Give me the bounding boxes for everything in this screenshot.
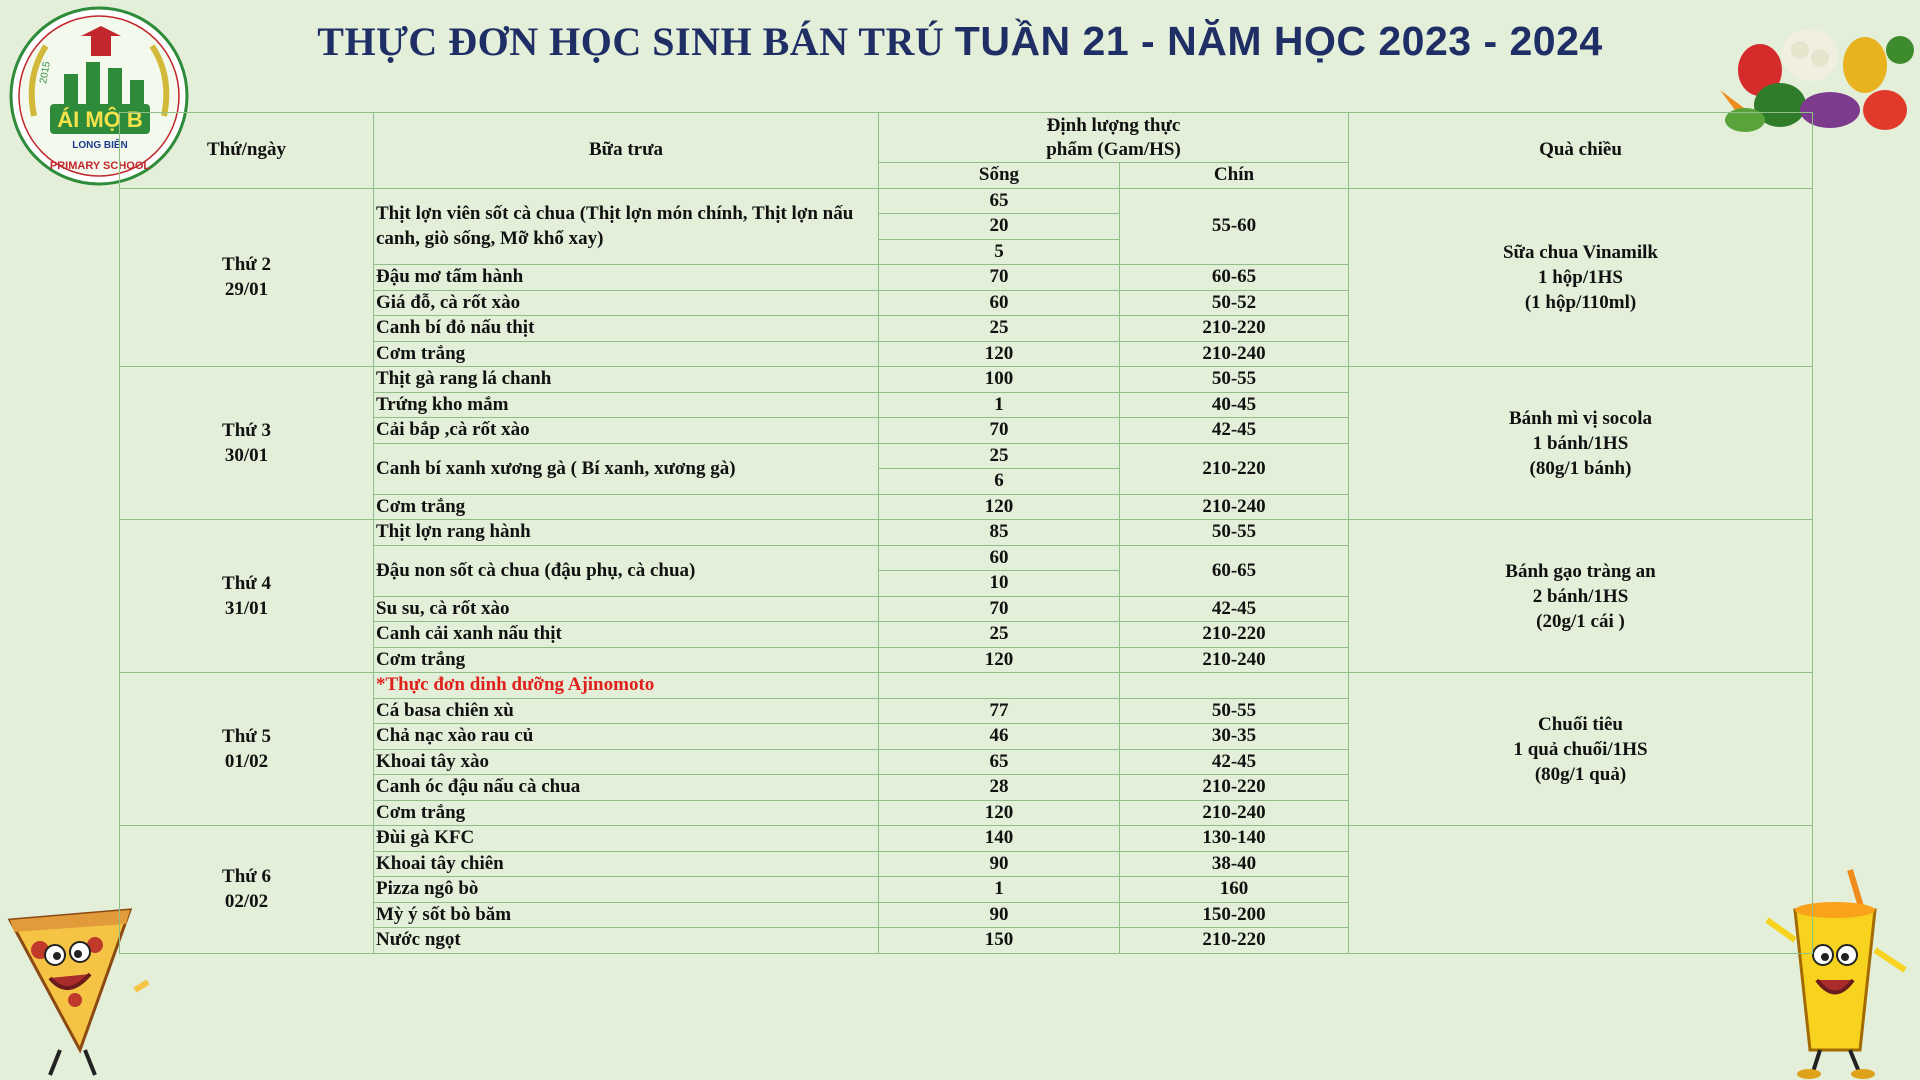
cooked-qty <box>1120 673 1349 699</box>
raw-qty: 60 <box>879 290 1120 316</box>
table-row <box>120 826 1813 852</box>
dish-name: Đậu non sốt cà chua (đậu phụ, cà chua) <box>374 545 879 596</box>
cooked-qty: 210-220 <box>1120 622 1349 648</box>
cooked-qty: 210-220 <box>1120 316 1349 342</box>
raw-qty: 65 <box>879 749 1120 775</box>
snack-line: 1 hộp/1HS <box>1537 266 1623 288</box>
raw-qty: 10 <box>879 571 1120 597</box>
raw-qty: 70 <box>879 418 1120 444</box>
day-name: Thứ 4 <box>222 573 271 594</box>
header-snack: Quà chiều <box>1349 113 1813 189</box>
cooked-qty: 210-240 <box>1120 494 1349 520</box>
dish-name: Pizza ngô bò <box>374 877 879 903</box>
dish-name: Cơm trắng <box>374 341 879 367</box>
cooked-qty: 50-55 <box>1120 520 1349 546</box>
dish-name: Canh bí xanh xương gà ( Bí xanh, xương gà) <box>374 443 879 494</box>
day-date: 30/01 <box>224 445 269 466</box>
menu-table <box>119 112 1813 954</box>
cooked-qty: 40-45 <box>1120 392 1349 418</box>
raw-qty: 150 <box>879 928 1120 954</box>
logo-year: 2015 <box>38 60 53 85</box>
day-date: 29/01 <box>224 279 269 301</box>
snack-line: (20g/1 cái ) <box>1536 610 1625 632</box>
snack-line: (1 hộp/110ml) <box>1524 291 1637 313</box>
dish-name: *Thực đơn dinh dưỡng Ajinomoto <box>374 673 879 699</box>
snack-line: (80g/1 bánh) <box>1529 457 1632 479</box>
header-day: Thứ/ngày <box>120 113 374 189</box>
snack-line: 2 bánh/1HS <box>1532 585 1629 607</box>
day-name: Thứ 3 <box>222 420 271 441</box>
dish-name: Thịt lợn rang hành <box>374 520 879 546</box>
cooked-qty: 210-220 <box>1120 443 1349 494</box>
cooked-qty: 210-240 <box>1120 341 1349 367</box>
snack-line: 1 bánh/1HS <box>1532 432 1629 454</box>
day-name: Thứ 6 <box>222 866 271 888</box>
table-row <box>120 673 1813 699</box>
day-date: 31/01 <box>224 598 269 619</box>
snack-cell <box>1349 520 1813 673</box>
dish-name: Đùi gà KFC <box>374 826 879 852</box>
snack-cell <box>1349 188 1813 367</box>
cooked-qty: 210-240 <box>1120 647 1349 673</box>
raw-qty: 90 <box>879 851 1120 877</box>
snack-cell <box>1349 673 1813 826</box>
raw-qty: 70 <box>879 596 1120 622</box>
cooked-qty: 210-220 <box>1120 928 1349 954</box>
dish-name: Trứng kho mắm <box>374 392 879 418</box>
dish-name: Thịt gà rang lá chanh <box>374 367 879 393</box>
day-cell <box>120 673 374 826</box>
cooked-qty: 130-140 <box>1120 826 1349 852</box>
dish-name: Giá đỗ, cà rốt xào <box>374 290 879 316</box>
day-name: Thứ 2 <box>222 254 271 276</box>
cooked-qty: 60-65 <box>1120 265 1349 291</box>
raw-qty: 1 <box>879 392 1120 418</box>
raw-qty: 5 <box>879 239 1120 265</box>
dish-name: Canh óc đậu nấu cà chua <box>374 775 879 801</box>
page-title <box>0 18 1920 65</box>
header-cooked: Chín <box>1120 163 1349 189</box>
table-row <box>120 367 1813 393</box>
cooked-qty: 210-220 <box>1120 775 1349 801</box>
table-row <box>120 520 1813 546</box>
raw-qty: 60 <box>879 545 1120 571</box>
raw-qty: 20 <box>879 214 1120 240</box>
raw-qty: 25 <box>879 443 1120 469</box>
raw-qty: 65 <box>879 188 1120 214</box>
raw-qty: 100 <box>879 367 1120 393</box>
cooked-qty: 50-55 <box>1120 367 1349 393</box>
dish-name: Canh bí đỏ nấu thịt <box>374 316 879 342</box>
snack-line: Chuối tiêu <box>1538 713 1623 735</box>
cooked-qty: 50-55 <box>1120 698 1349 724</box>
cooked-qty: 60-65 <box>1120 545 1349 596</box>
dish-name: Chả nạc xào rau củ <box>374 724 879 750</box>
day-cell <box>120 367 374 520</box>
day-cell <box>120 188 374 367</box>
header-quantity: Định lượng thực phẩm (Gam/HS) <box>879 113 1349 163</box>
dish-name: Nước ngọt <box>374 928 879 954</box>
dish-name: Cơm trắng <box>374 800 879 826</box>
title-part1: THỰC ĐƠN HỌC SINH BÁN TRÚ <box>317 19 945 64</box>
snack-cell <box>1349 367 1813 520</box>
day-date: 01/02 <box>224 751 269 772</box>
dish-name: Cải bắp ,cà rốt xào <box>374 418 879 444</box>
dish-name: Khoai tây xào <box>374 749 879 775</box>
dish-name: Cơm trắng <box>374 494 879 520</box>
dish-name: Cơm trắng <box>374 647 879 673</box>
snack-line: (80g/1 quả) <box>1534 763 1627 785</box>
logo-school: PRIMARY SCHOOL <box>49 160 151 172</box>
dish-name: Su su, cà rốt xào <box>374 596 879 622</box>
raw-qty: 85 <box>879 520 1120 546</box>
raw-qty: 46 <box>879 724 1120 750</box>
raw-qty: 77 <box>879 698 1120 724</box>
header-raw: Sống <box>879 163 1120 189</box>
snack-line: Bánh gạo tràng an <box>1505 560 1656 582</box>
title-part2: TUẦN 21 - NĂM HỌC 2023 - 2024 <box>954 18 1603 64</box>
snack-line: 1 quả chuối/1HS <box>1513 738 1648 760</box>
raw-qty: 70 <box>879 265 1120 291</box>
cooked-qty: 42-45 <box>1120 418 1349 444</box>
header-lunch: Bữa trưa <box>374 113 879 189</box>
cooked-qty: 42-45 <box>1120 596 1349 622</box>
cooked-qty: 55-60 <box>1120 188 1349 265</box>
raw-qty: 120 <box>879 800 1120 826</box>
table-row <box>120 188 1813 214</box>
dish-name: Đậu mơ tẩm hành <box>374 265 879 291</box>
raw-qty: 140 <box>879 826 1120 852</box>
day-cell <box>120 520 374 673</box>
cooked-qty: 150-200 <box>1120 902 1349 928</box>
cooked-qty: 210-240 <box>1120 800 1349 826</box>
raw-qty: 120 <box>879 647 1120 673</box>
day-date: 02/02 <box>224 891 269 913</box>
raw-qty: 25 <box>879 622 1120 648</box>
cooked-qty: 38-40 <box>1120 851 1349 877</box>
day-cell <box>120 826 374 954</box>
cooked-qty: 42-45 <box>1120 749 1349 775</box>
dish-name: Canh cải xanh nấu thịt <box>374 622 879 648</box>
cooked-qty: 160 <box>1120 877 1349 903</box>
raw-qty: 90 <box>879 902 1120 928</box>
raw-qty: 28 <box>879 775 1120 801</box>
cooked-qty: 30-35 <box>1120 724 1349 750</box>
snack-line: Bánh mì vị socola <box>1508 407 1653 429</box>
day-name: Thứ 5 <box>222 726 271 747</box>
raw-qty: 1 <box>879 877 1120 903</box>
logo-sub: LONG BIÊN <box>72 140 128 151</box>
dish-name: Cá basa chiên xù <box>374 698 879 724</box>
snack-cell <box>1349 826 1813 954</box>
dish-name: Mỳ ý sốt bò băm <box>374 902 879 928</box>
raw-qty: 6 <box>879 469 1120 495</box>
menu-body <box>120 188 1813 953</box>
raw-qty: 120 <box>879 341 1120 367</box>
raw-qty: 120 <box>879 494 1120 520</box>
raw-qty <box>879 673 1120 699</box>
snack-line: Sữa chua Vinamilk <box>1502 241 1658 263</box>
logo-name: ÁI MỘ B <box>57 107 143 132</box>
cooked-qty: 50-52 <box>1120 290 1349 316</box>
dish-name: Khoai tây chiên <box>374 851 879 877</box>
dish-name: Thịt lợn viên sốt cà chua (Thịt lợn món chính, Thịt lợn nấu canh, giò sống, Mỡ khổ xay) <box>374 188 879 265</box>
raw-qty: 25 <box>879 316 1120 342</box>
